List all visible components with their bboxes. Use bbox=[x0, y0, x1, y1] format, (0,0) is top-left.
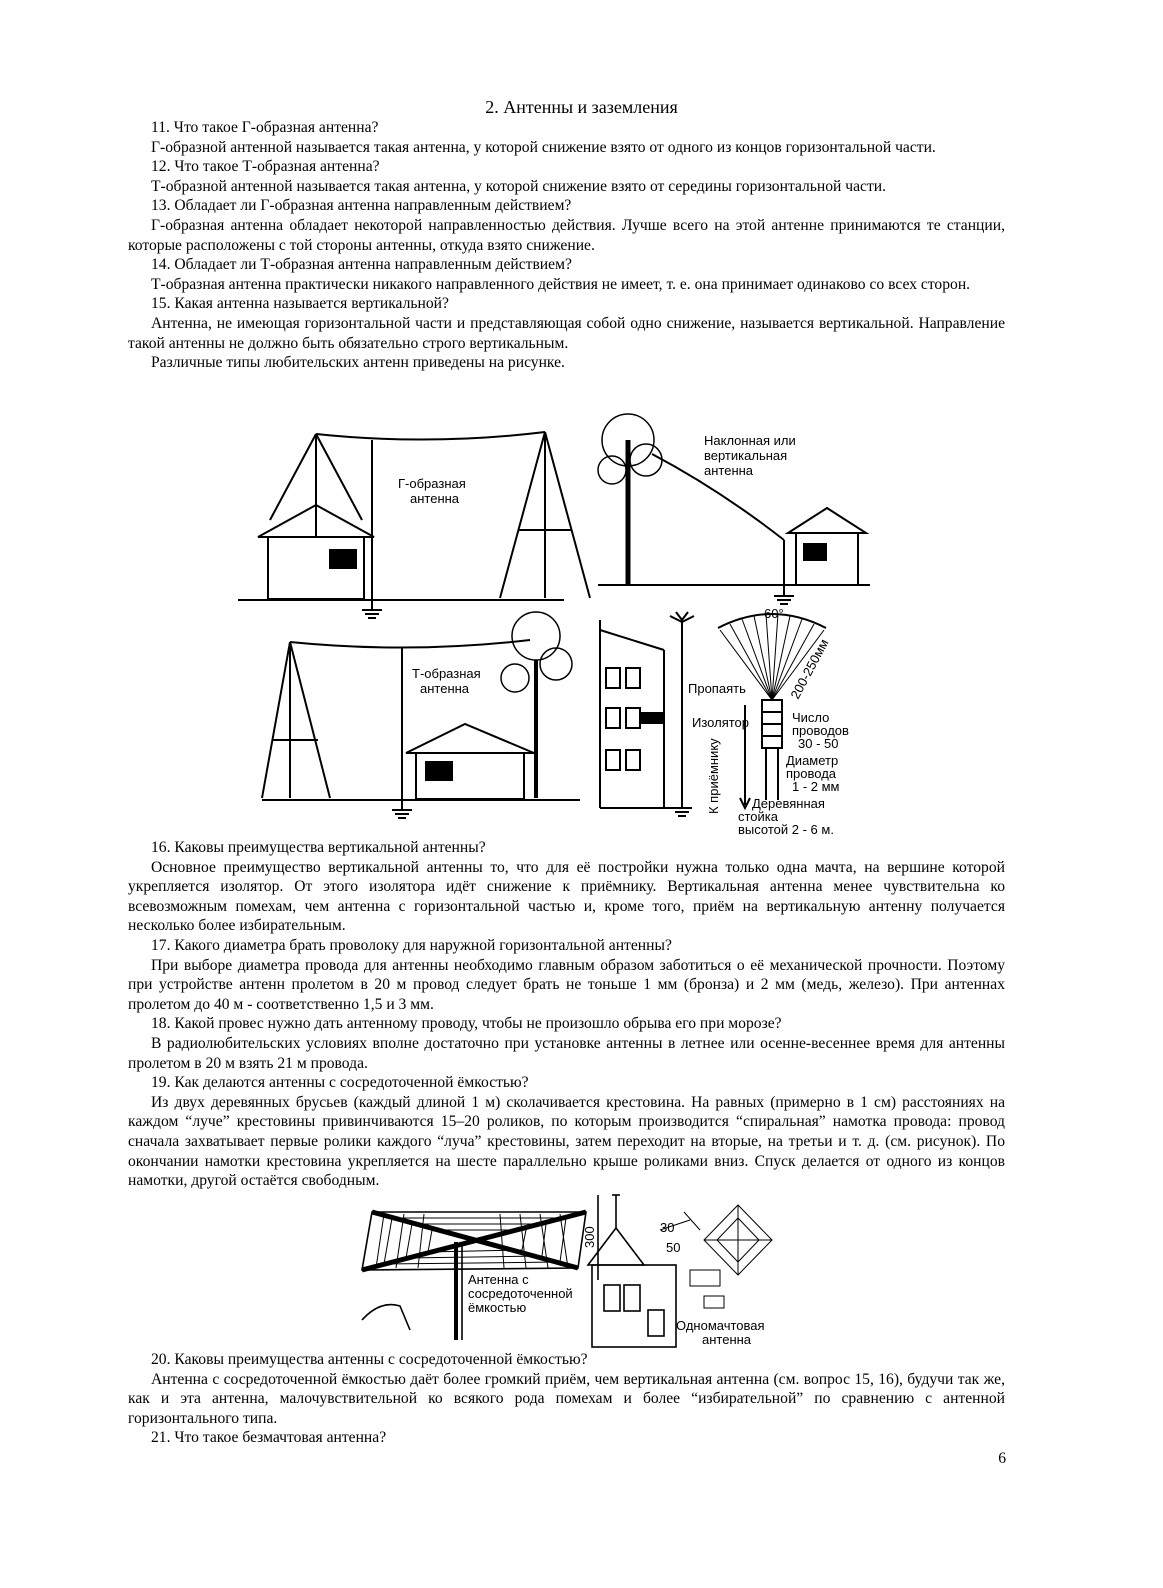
answer-16: Основное преимущество вертикальной антенны то, что для её постройки нужна только одна мачта, на вершине которой укрепляется изолятор. От этого изолятора идёт снижение к приёмнику. Вертикальная антенна менее чувствительна ко всевозможным помехам, чем антенна с горизонтальной частью и, кроме того, приём на вертикальную антенну получается несколько более избирательным. bbox=[128, 858, 1005, 935]
answer-14: Т-образная антенна практически никакого направленного действия не имеет, т. е. она принимает одинаково со всех сторон. bbox=[151, 275, 971, 293]
answer-17: При выборе диаметра провода для антенны необходимо главным образом заботиться о её механической прочности. Поэтому при устройстве антенн пролетом в 20 м провод следует брать не тоньше 1 мм (бронза) и 2 мм (медь, железо). При антеннах пролетом до 40 м - соответственно 1,5 и 3 мм. bbox=[128, 956, 1005, 1013]
question-14: 14. Обладает ли Т-образная антенна направленным действием? bbox=[151, 256, 572, 274]
angle-label: 60° bbox=[764, 606, 784, 621]
question-11: 11. Что такое Г-образная антенна? bbox=[151, 119, 379, 136]
question-21: 21. Что такое безмачтовая антенна? bbox=[151, 1429, 387, 1447]
answer-13: Г-образная антенна обладает некоторой направленностью действия. Лучше всего на этой антенне принимаются те станции, которые расположены с той стороны антенны, откуда взято снижение. bbox=[128, 216, 1005, 254]
question-17: 17. Какого диаметра брать проволоку для наружной горизонтальной антенны? bbox=[151, 936, 672, 954]
question-13: 13. Обладает ли Г-образная антенна направленным действием? bbox=[151, 197, 572, 215]
capacity-caption-1: Антенна с bbox=[468, 1272, 529, 1287]
dim-50-label: 50 bbox=[666, 1240, 681, 1255]
wires-label-2: проводов bbox=[792, 723, 849, 738]
length-label: 200-250мм bbox=[787, 636, 832, 702]
capacity-caption-3: ёмкостью bbox=[468, 1300, 527, 1315]
text-block-3 bbox=[128, 1350, 1005, 1448]
answer-18: В радиолюбительских условиях вполне достаточно при установке антенны в летнее или осенне-весеннее время для антенны пролетом в 20 м взять 21 м провода. bbox=[128, 1034, 1005, 1072]
incl-label-3: антенна bbox=[704, 463, 754, 478]
insulator-label: Изолятор bbox=[692, 715, 749, 730]
diam-label-3: 1 - 2 мм bbox=[792, 779, 840, 794]
incl-label-1: Наклонная или bbox=[704, 433, 796, 448]
question-19: 19. Как делаются антенны с сосредоточенной ёмкостью? bbox=[151, 1074, 529, 1092]
diam-label-2: провода bbox=[786, 766, 837, 781]
question-18: 18. Какой провес нужно дать антенному проводу, чтобы не произошло обрыва его при морозе? bbox=[151, 1015, 782, 1033]
figure-intro: Различные типы любительских антенн приведены на рисунке. bbox=[151, 354, 565, 372]
solder-label: Пропаять bbox=[688, 681, 746, 696]
diam-label-1: Диаметр bbox=[786, 753, 839, 768]
answer-11: Г-образной антенной называется такая антенна, у которой снижение взято от одного из концов горизонтальной части. bbox=[151, 138, 936, 156]
question-20: 20. Каковы преимущества антенны с сосредоточенной ёмкостью? bbox=[151, 1351, 588, 1368]
g-label-2: антенна bbox=[410, 491, 460, 506]
to-receiver-label: К приёмнику bbox=[706, 738, 721, 814]
section-title: 2. Антенны и заземления bbox=[485, 97, 678, 117]
question-15: 15. Какая антенна называется вертикальной? bbox=[151, 295, 449, 313]
wires-label-3: 30 - 50 bbox=[798, 736, 839, 751]
answer-19: Из двух деревянных брусьев (каждый длиной 1 м) сколачивается крестовина. На равных (примерно в 1 см) расстояниях на каждом “луче” крестовины привинчиваются 15–20 роликов, по которым производится “спиральная” намотка провода: провод сначала захватывает первые ролики каждого “луча” крестовины, затем переходит на вторые, на третьи и т. д. (см. рисунок). По окончании намотки крестовина укрепляется на шесте параллельно крыше роликами вниз. Спуск делается от одного из концов намотки, другой остаётся свободным. bbox=[128, 1093, 1005, 1190]
post-label-3: высотой 2 - 6 м. bbox=[738, 822, 834, 837]
answer-12: Т-образной антенной называется такая антенна, у которой снижение взято от середины горизонтальной части. bbox=[151, 177, 887, 195]
dim-300-label: 300 bbox=[582, 1226, 597, 1248]
question-16: 16. Каковы преимущества вертикальной антенны? bbox=[151, 839, 486, 856]
t-label-2: антенна bbox=[420, 681, 470, 696]
capacity-caption-2: сосредоточенной bbox=[468, 1286, 573, 1301]
incl-label-2: вертикальная bbox=[704, 448, 788, 463]
answer-15: Антенна, не имеющая горизонтальной части и представляющая собой одно снижение, называется вертикальной. Направление такой антенны не должно быть обязательно строго вертикальным. bbox=[128, 314, 1005, 352]
single-mast-caption-1: Одномачтовая bbox=[676, 1318, 765, 1333]
wires-label-1: Число bbox=[792, 710, 830, 725]
post-label-1: Деревянная bbox=[752, 796, 825, 811]
page-number: 6 bbox=[998, 1450, 1006, 1467]
single-mast-caption-2: антенна bbox=[702, 1332, 752, 1347]
post-label-2: стойка bbox=[738, 809, 779, 824]
answer-20: Антенна с сосредоточенной ёмкостью даёт более громкий приём, чем вертикальная антенна (см. вопрос 15, 16), будучи так же, как и эта антенна, малочувствительной ко всякого рода помехам и более “избирательной” по сравнению с антенной горизонтального типа. bbox=[128, 1370, 1005, 1427]
t-label-1: Т-образная bbox=[412, 666, 481, 681]
dim-30-label: 30 bbox=[660, 1220, 675, 1235]
question-12: 12. Что такое Т-образная антенна? bbox=[151, 158, 380, 176]
g-label-1: Г-образная bbox=[398, 476, 466, 491]
